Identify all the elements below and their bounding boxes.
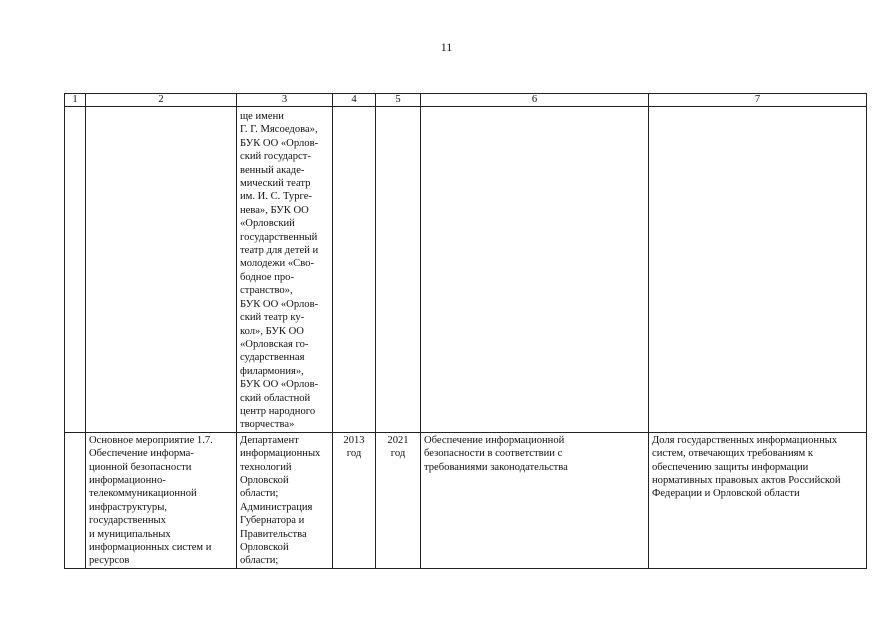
cell-start-year (333, 432, 376, 568)
table-row (65, 107, 867, 433)
result-line: требованиями законодательства (424, 461, 568, 473)
measure-line: инфраструктуры, (89, 501, 167, 513)
cell-executor (237, 432, 333, 568)
table-row (65, 432, 867, 568)
cell-number (65, 432, 86, 568)
executor-line: «Орловский (240, 218, 295, 230)
executor-line: БУК ОО «Орлов- (240, 137, 319, 149)
executor-line: мический театр (240, 178, 311, 190)
executor-line: технологий (240, 461, 292, 473)
executor-line: странство», (240, 285, 293, 297)
executor-line: БУК ОО «Орлов- (240, 379, 319, 391)
executor-line: Орловской (240, 542, 289, 553)
cell-indicator (649, 107, 867, 433)
measure-line: ресурсов (89, 555, 130, 567)
cell-result (421, 432, 649, 568)
executor-line: ский государст- (240, 151, 311, 163)
executor-line: центр народного (240, 405, 316, 417)
executor-line: государственный (240, 231, 318, 243)
measure-line: телекоммуникационной (89, 488, 197, 500)
program-table (64, 93, 867, 569)
indicator-line: Доля государственных информационных (652, 434, 838, 446)
executor-line: области; (240, 555, 279, 567)
header-col-2: 2 (86, 94, 237, 107)
measure-line: ционной безопасности (89, 461, 192, 473)
executor-line: информационных (240, 448, 321, 460)
indicator-line: Федерации и Орловской области (652, 488, 800, 500)
header-col-1: 1 (65, 94, 86, 107)
measure-line: Основное мероприятие 1.7. (89, 434, 213, 446)
result-line: Обеспечение информационной (424, 434, 565, 446)
executor-line: ский областной (240, 392, 311, 404)
executor-line: нева», БУК ОО (240, 204, 309, 216)
executor-line: бодное про- (240, 271, 295, 283)
measure-line: Обеспечение информа- (89, 448, 194, 460)
executor-line: ще имени (240, 111, 284, 122)
executor-line: творчества» (240, 419, 295, 431)
cell-result (421, 107, 649, 433)
executor-line: Г. Г. Мясоедова», (240, 124, 318, 136)
executor-line: кол», БУК ОО (240, 325, 304, 337)
header-row (65, 94, 867, 107)
executor-line: театр для детей и (240, 245, 319, 257)
header-col-3: 3 (237, 94, 333, 107)
cell-executor (237, 107, 333, 433)
executor-line: сударственная (240, 352, 305, 364)
cell-measure (86, 432, 237, 568)
executor-line: молодежи «Сво- (240, 258, 314, 270)
measure-line: и муниципальных (89, 528, 171, 540)
executor-line: Губернатора и (240, 515, 305, 527)
start-year-value: 2013 (343, 434, 365, 446)
indicator-line: обеспечению защиты информации (652, 461, 809, 473)
measure-line: государственных (89, 515, 166, 527)
header-col-6: 6 (421, 94, 649, 107)
header-col-5: 5 (376, 94, 421, 107)
executor-line: Департамент (240, 434, 299, 446)
executor-line: области; (240, 488, 279, 500)
indicator-line: систем, отвечающих требованиям к (652, 448, 814, 460)
cell-measure (86, 107, 237, 433)
start-year-unit: год (346, 448, 362, 460)
executor-line: Орловской (240, 474, 289, 486)
executor-line: Администрация (240, 501, 313, 513)
indicator-line: нормативных правовых актов Российской (652, 474, 841, 486)
measure-line: информационных систем и (89, 542, 212, 553)
result-line: безопасности в соответствии с (424, 448, 563, 460)
executor-line: венный акаде- (240, 164, 305, 176)
header-col-4: 4 (333, 94, 376, 107)
measure-line: информационно- (89, 474, 166, 486)
cell-start-year (333, 107, 376, 433)
cell-number (65, 107, 86, 433)
end-year-unit: год (390, 448, 406, 460)
header-col-7: 7 (649, 94, 867, 107)
end-year-value: 2021 (387, 434, 409, 446)
executor-line: Правительства (240, 528, 307, 540)
executor-line: филармония», (240, 365, 304, 377)
executor-line: ский театр ку- (240, 312, 305, 324)
cell-end-year (376, 432, 421, 568)
executor-line: им. И. С. Турге- (240, 191, 312, 203)
executor-line: БУК ОО «Орлов- (240, 298, 319, 310)
page-number: 11 (440, 40, 453, 54)
cell-indicator (649, 432, 867, 568)
cell-end-year (376, 107, 421, 433)
executor-line: «Орловская го- (240, 338, 309, 350)
